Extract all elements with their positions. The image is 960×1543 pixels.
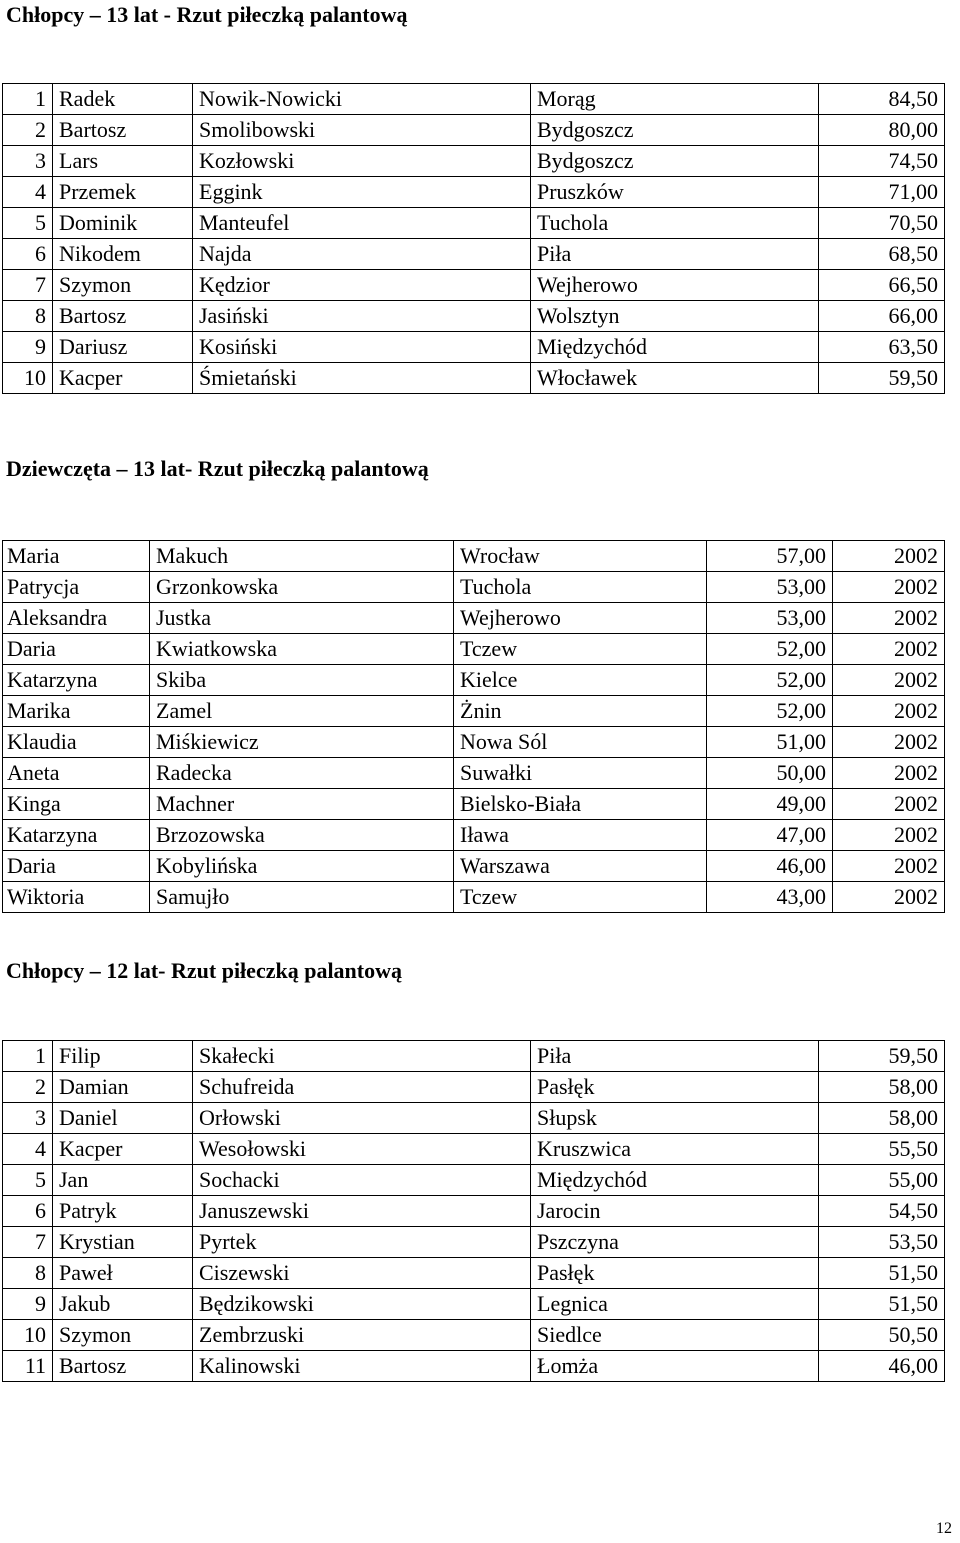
table-cell: Wesołowski [193, 1134, 531, 1165]
table-cell: Legnica [531, 1289, 819, 1320]
table-cell: 7 [3, 1227, 53, 1258]
table-cell: Makuch [150, 541, 454, 572]
table-cell: 10 [3, 1320, 53, 1351]
table-cell: 51,50 [819, 1289, 945, 1320]
table-row [3, 332, 945, 363]
table-cell: Marika [3, 696, 150, 727]
table-cell: Kosiński [193, 332, 531, 363]
table-row [3, 758, 945, 789]
table-cell: 9 [3, 332, 53, 363]
table-cell: 46,00 [819, 1351, 945, 1382]
table-cell: 2002 [833, 696, 945, 727]
table-cell: Tczew [454, 882, 707, 913]
table-cell: Lars [53, 146, 193, 177]
table-cell: Nowik-Nowicki [193, 84, 531, 115]
table-cell: 3 [3, 146, 53, 177]
table-cell: Ciszewski [193, 1258, 531, 1289]
table-row [3, 208, 945, 239]
table-cell: Kielce [454, 665, 707, 696]
table-cell: 59,50 [819, 1041, 945, 1072]
table-row [3, 239, 945, 270]
table-row [3, 1103, 945, 1134]
table-cell: 2002 [833, 820, 945, 851]
table-cell: Najda [193, 239, 531, 270]
table-cell: Brzozowska [150, 820, 454, 851]
results-table-girls-13 [2, 540, 945, 913]
table-cell: 71,00 [819, 177, 945, 208]
table-cell: Paweł [53, 1258, 193, 1289]
table-cell: Aleksandra [3, 603, 150, 634]
table-cell: Eggink [193, 177, 531, 208]
table-row [3, 1134, 945, 1165]
table-cell: Kinga [3, 789, 150, 820]
results-table-boys-13 [2, 83, 945, 394]
table-cell: Iława [454, 820, 707, 851]
table-row [3, 572, 945, 603]
table-row [3, 634, 945, 665]
table-cell: 8 [3, 1258, 53, 1289]
table-cell: 2002 [833, 789, 945, 820]
table-cell: Smolibowski [193, 115, 531, 146]
table-cell: 43,00 [707, 882, 833, 913]
table-cell: Wejherowo [531, 270, 819, 301]
table-cell: Międzychód [531, 1165, 819, 1196]
table-cell: 50,50 [819, 1320, 945, 1351]
table-cell: Sochacki [193, 1165, 531, 1196]
table-cell: Skałecki [193, 1041, 531, 1072]
table-cell: Nowa Sól [454, 727, 707, 758]
table-cell: 2002 [833, 634, 945, 665]
table-cell: Maria [3, 541, 150, 572]
table-cell: 1 [3, 84, 53, 115]
table-row [3, 1351, 945, 1382]
table-row [3, 84, 945, 115]
table-cell: 6 [3, 239, 53, 270]
table-row [3, 603, 945, 634]
table-cell: Patrycja [3, 572, 150, 603]
table-cell: Katarzyna [3, 820, 150, 851]
table-row [3, 1320, 945, 1351]
table-cell: Dariusz [53, 332, 193, 363]
table-cell: Aneta [3, 758, 150, 789]
table-cell: Daria [3, 634, 150, 665]
table-cell: Przemek [53, 177, 193, 208]
table-row [3, 541, 945, 572]
table-cell: 2002 [833, 758, 945, 789]
table-cell: Bydgoszcz [531, 115, 819, 146]
table-cell: 46,00 [707, 851, 833, 882]
table-cell: Pasłęk [531, 1072, 819, 1103]
table-cell: 10 [3, 363, 53, 394]
table-cell: Jan [53, 1165, 193, 1196]
table-cell: Kozłowski [193, 146, 531, 177]
table-row [3, 1196, 945, 1227]
table-cell: Zembrzuski [193, 1320, 531, 1351]
table-cell: Machner [150, 789, 454, 820]
table-cell: 2002 [833, 541, 945, 572]
table-cell: 52,00 [707, 634, 833, 665]
table-cell: Łomża [531, 1351, 819, 1382]
table-row [3, 177, 945, 208]
table-cell: 2002 [833, 603, 945, 634]
table-cell: Warszawa [454, 851, 707, 882]
table-cell: Szymon [53, 270, 193, 301]
table-cell: 1 [3, 1041, 53, 1072]
table-row [3, 696, 945, 727]
table-cell: 63,50 [819, 332, 945, 363]
table-cell: 74,50 [819, 146, 945, 177]
table-cell: 47,00 [707, 820, 833, 851]
table-row [3, 1041, 945, 1072]
table-row [3, 665, 945, 696]
table-cell: 2002 [833, 727, 945, 758]
table-cell: 53,50 [819, 1227, 945, 1258]
table-cell: Krystian [53, 1227, 193, 1258]
table-row [3, 301, 945, 332]
table-cell: Jarocin [531, 1196, 819, 1227]
table-cell: Szymon [53, 1320, 193, 1351]
table-cell: Nikodem [53, 239, 193, 270]
table-cell: Tuchola [454, 572, 707, 603]
table-cell: 84,50 [819, 84, 945, 115]
table-cell: Międzychód [531, 332, 819, 363]
table-cell: Bartosz [53, 1351, 193, 1382]
table-cell: Pyrtek [193, 1227, 531, 1258]
table-cell: Schufreida [193, 1072, 531, 1103]
table-cell: 52,00 [707, 665, 833, 696]
table-cell: 4 [3, 177, 53, 208]
table-cell: Katarzyna [3, 665, 150, 696]
table-cell: Siedlce [531, 1320, 819, 1351]
table-cell: 2002 [833, 882, 945, 913]
table-cell: Bartosz [53, 115, 193, 146]
table-cell: Damian [53, 1072, 193, 1103]
table-cell: 2002 [833, 572, 945, 603]
table-cell: Samujło [150, 882, 454, 913]
section-heading-boys-13: Chłopcy – 13 lat - Rzut piłeczką palantową [6, 2, 408, 27]
table-cell: Patryk [53, 1196, 193, 1227]
table-cell: Klaudia [3, 727, 150, 758]
table-cell: 66,00 [819, 301, 945, 332]
table-cell: 11 [3, 1351, 53, 1382]
table-cell: 57,00 [707, 541, 833, 572]
table-cell: Manteufel [193, 208, 531, 239]
table-cell: Daria [3, 851, 150, 882]
table-cell: Wolsztyn [531, 301, 819, 332]
table-row [3, 146, 945, 177]
table-cell: Słupsk [531, 1103, 819, 1134]
table-cell: Będzikowski [193, 1289, 531, 1320]
section-heading-boys-12: Chłopcy – 12 lat- Rzut piłeczką palantową [6, 958, 402, 983]
table-cell: Piła [531, 1041, 819, 1072]
table-cell: Bielsko-Biała [454, 789, 707, 820]
table-cell: Pruszków [531, 177, 819, 208]
table-cell: 5 [3, 208, 53, 239]
table-row [3, 363, 945, 394]
table-cell: Pszczyna [531, 1227, 819, 1258]
table-cell: 70,50 [819, 208, 945, 239]
table-row [3, 882, 945, 913]
table-cell: 53,00 [707, 603, 833, 634]
table-cell: Grzonkowska [150, 572, 454, 603]
table-row [3, 820, 945, 851]
table-row [3, 1165, 945, 1196]
table-cell: Pasłęk [531, 1258, 819, 1289]
table-cell: Żnin [454, 696, 707, 727]
table-cell: Tuchola [531, 208, 819, 239]
table-cell: 68,50 [819, 239, 945, 270]
table-cell: Justka [150, 603, 454, 634]
table-cell: 9 [3, 1289, 53, 1320]
table-cell: 51,50 [819, 1258, 945, 1289]
table-row [3, 270, 945, 301]
table-cell: 2002 [833, 851, 945, 882]
table-cell: 55,00 [819, 1165, 945, 1196]
table-cell: Dominik [53, 208, 193, 239]
table-cell: 7 [3, 270, 53, 301]
table-cell: Wejherowo [454, 603, 707, 634]
table-cell: 2 [3, 115, 53, 146]
table-cell: Orłowski [193, 1103, 531, 1134]
table-cell: 5 [3, 1165, 53, 1196]
table-cell: 50,00 [707, 758, 833, 789]
table-cell: Kwiatkowska [150, 634, 454, 665]
table-row [3, 1072, 945, 1103]
page-number: 12 [936, 1520, 952, 1537]
table-row [3, 789, 945, 820]
table-cell: Jakub [53, 1289, 193, 1320]
table-cell: 2 [3, 1072, 53, 1103]
table-cell: 58,00 [819, 1103, 945, 1134]
table-cell: Morąg [531, 84, 819, 115]
table-cell: Radecka [150, 758, 454, 789]
table-row [3, 115, 945, 146]
table-cell: Śmietański [193, 363, 531, 394]
table-cell: Kobylińska [150, 851, 454, 882]
table-cell: Wrocław [454, 541, 707, 572]
table-cell: 53,00 [707, 572, 833, 603]
table-cell: 2002 [833, 665, 945, 696]
table-row [3, 1289, 945, 1320]
table-cell: 51,00 [707, 727, 833, 758]
table-cell: Zamel [150, 696, 454, 727]
table-cell: Jasiński [193, 301, 531, 332]
table-row [3, 851, 945, 882]
table-cell: 55,50 [819, 1134, 945, 1165]
table-cell: Radek [53, 84, 193, 115]
table-cell: 58,00 [819, 1072, 945, 1103]
table-row [3, 727, 945, 758]
table-cell: Kruszwica [531, 1134, 819, 1165]
table-cell: Daniel [53, 1103, 193, 1134]
table-cell: Skiba [150, 665, 454, 696]
table-cell: 4 [3, 1134, 53, 1165]
results-table-boys-12 [2, 1040, 945, 1382]
table-cell: 54,50 [819, 1196, 945, 1227]
table-cell: 8 [3, 301, 53, 332]
table-cell: Bartosz [53, 301, 193, 332]
table-cell: Włocławek [531, 363, 819, 394]
table-cell: Piła [531, 239, 819, 270]
table-cell: Bydgoszcz [531, 146, 819, 177]
table-cell: 66,50 [819, 270, 945, 301]
table-cell: Kalinowski [193, 1351, 531, 1382]
table-cell: Januszewski [193, 1196, 531, 1227]
table-cell: Tczew [454, 634, 707, 665]
table-cell: Kędzior [193, 270, 531, 301]
table-row [3, 1258, 945, 1289]
table-cell: Miśkiewicz [150, 727, 454, 758]
table-cell: 52,00 [707, 696, 833, 727]
table-cell: Suwałki [454, 758, 707, 789]
section-heading-girls-13: Dziewczęta – 13 lat- Rzut piłeczką palantową [6, 456, 429, 481]
table-cell: 3 [3, 1103, 53, 1134]
table-row [3, 1227, 945, 1258]
table-cell: 49,00 [707, 789, 833, 820]
table-cell: 80,00 [819, 115, 945, 146]
table-cell: 6 [3, 1196, 53, 1227]
table-cell: Kacper [53, 363, 193, 394]
table-cell: Kacper [53, 1134, 193, 1165]
table-cell: Wiktoria [3, 882, 150, 913]
table-cell: Filip [53, 1041, 193, 1072]
table-cell: 59,50 [819, 363, 945, 394]
